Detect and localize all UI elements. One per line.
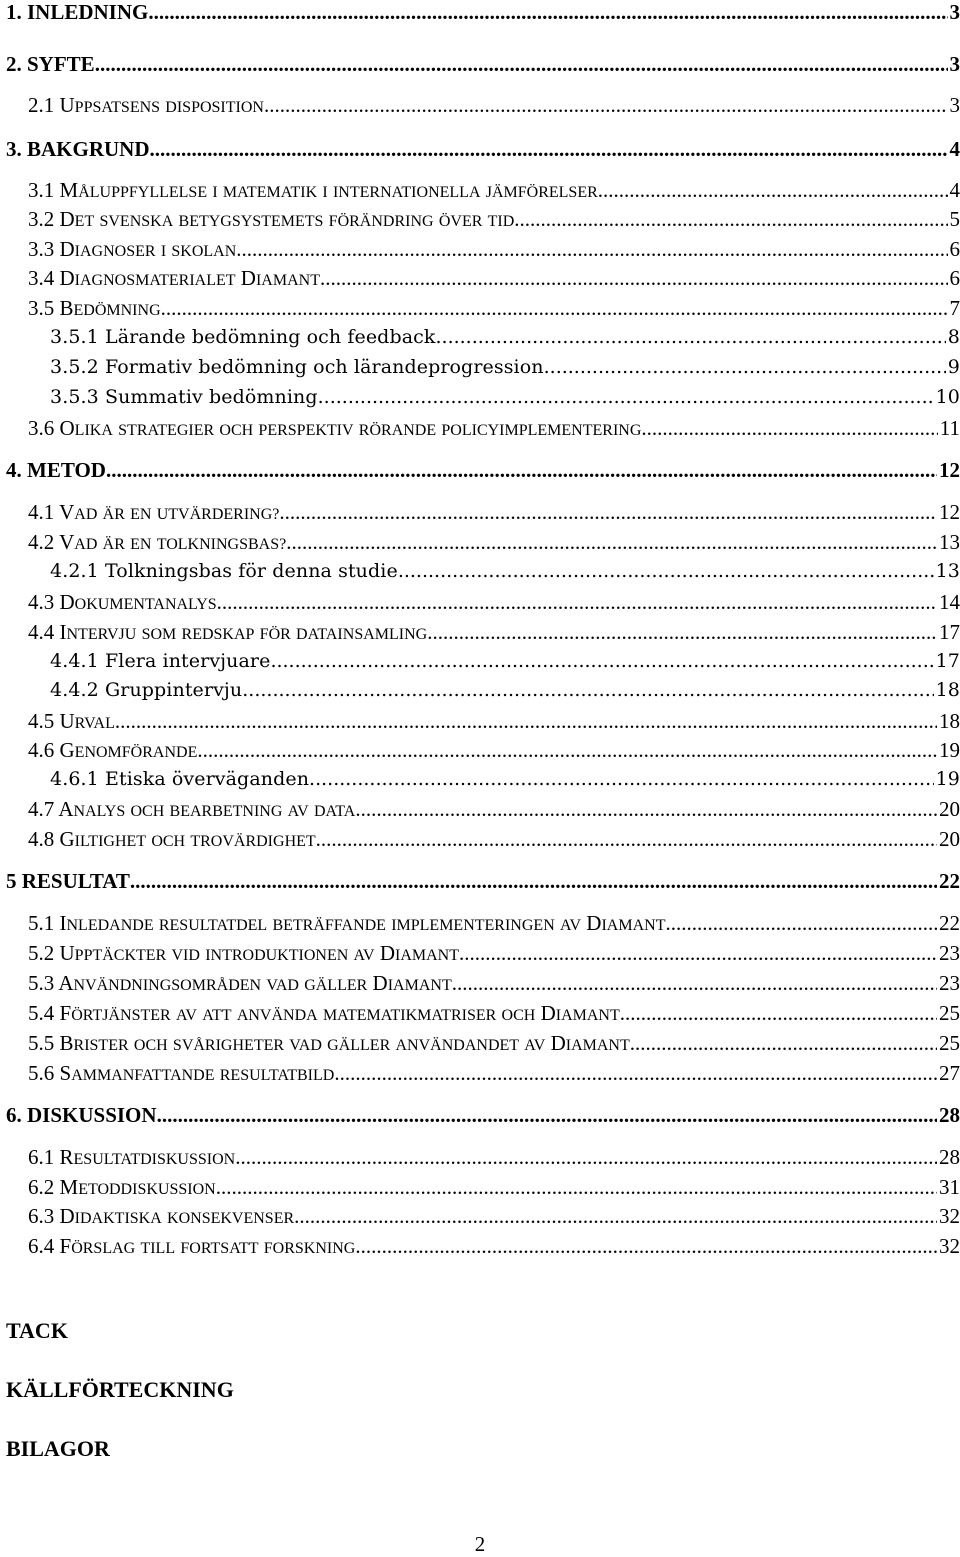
toc-entry-page: 5 (949, 207, 960, 231)
toc-entry[interactable] (6, 0, 960, 30)
toc-leader-dots (236, 237, 947, 262)
toc-entry-text: Formativ bedömning och lärandeprogression (104, 356, 544, 378)
toc-leader-dots (620, 1001, 937, 1026)
toc-entry-text: METOD (27, 458, 106, 482)
toc-entry-title (28, 590, 217, 615)
toc-entry-number: 5.6 (28, 1061, 60, 1085)
toc-entry-title (28, 178, 598, 203)
toc-entry[interactable] (28, 827, 960, 857)
toc-entry-title (28, 1234, 355, 1259)
toc-entry-number: 5.5 (28, 1031, 60, 1055)
toc-leader-dots (398, 560, 934, 582)
toc-leader-dots (318, 386, 934, 408)
toc-entry-text: BEDÖMNING (59, 296, 161, 320)
toc-entry-title (50, 679, 242, 701)
toc-entry-number: 3.5 (28, 296, 60, 320)
toc-entry-number: 6.4 (28, 1234, 60, 1258)
toc-entry-page: 12 (939, 458, 960, 482)
toc-entry-page: 19 (939, 738, 960, 762)
toc-entry[interactable] (28, 416, 960, 446)
toc-entry-page: 4 (949, 137, 960, 161)
heading-kallforteckning: KÄLLFÖRTECKNING (6, 1377, 234, 1402)
toc-entry-text: INLEDANDE RESULTATDEL BETRÄFFANDE IMPLEMENTERINGEN AV DIAMANT (59, 911, 666, 935)
toc-entry[interactable] (28, 941, 960, 971)
toc-leader-dots (161, 296, 948, 321)
toc-entry-text: VAD ÄR EN TOLKNINGSBAS? (59, 530, 287, 554)
toc-leader-dots (197, 738, 937, 763)
toc-entry-text: UPPSATSENS DISPOSITION (59, 93, 264, 117)
toc-entry-text: Gruppintervju (104, 679, 243, 701)
toc-leader-dots (106, 458, 937, 483)
toc-leader-dots (309, 768, 934, 790)
toc-entry-page: 8 (947, 326, 960, 348)
toc-entry-text: RESULTATDISKUSSION (59, 1145, 236, 1169)
toc-entry-page: 6 (949, 266, 960, 290)
toc-entry[interactable] (28, 971, 960, 1001)
toc-leader-dots (294, 1204, 937, 1229)
toc-entry-title (28, 971, 452, 996)
toc-entry-text: SYFTE (27, 52, 95, 76)
toc-entry-text: Lärande bedömning och feedback (104, 326, 436, 348)
toc-entry-title (28, 797, 355, 822)
toc-entry[interactable] (28, 93, 960, 123)
toc-entry-page: 32 (939, 1204, 960, 1228)
toc-entry[interactable] (28, 207, 960, 237)
toc-entry[interactable] (50, 326, 960, 356)
toc-entry-number: 4.6.1 (50, 768, 105, 790)
toc-entry-page: 25 (939, 1001, 960, 1025)
toc-entry[interactable] (50, 386, 960, 416)
toc-entry-title (28, 207, 514, 232)
toc-entry[interactable] (28, 911, 960, 941)
toc-leader-dots (264, 93, 948, 118)
toc-leader-dots (320, 266, 948, 291)
toc-leader-dots (641, 416, 937, 441)
toc-entry-page: 3 (949, 0, 960, 24)
toc-entry-title (28, 709, 115, 734)
toc-leader-dots (334, 1061, 937, 1086)
toc-entry-text: URVAL (59, 709, 115, 733)
toc-entry[interactable] (28, 1234, 960, 1264)
toc-entry-title (28, 1061, 334, 1086)
toc-leader-dots (279, 500, 937, 525)
toc-entry-page: 3 (949, 52, 960, 76)
toc-entry-number: 5.2 (28, 941, 60, 965)
toc-entry[interactable] (28, 620, 960, 650)
toc-entry-title (28, 500, 279, 525)
toc-entry-page: 7 (949, 296, 960, 320)
toc-entry-number: 3.1 (28, 178, 60, 202)
toc-entry-text: Summativ bedömning (104, 386, 318, 408)
toc-entry-title (50, 560, 398, 582)
toc-entry-number: 4.2 (28, 530, 60, 554)
toc-entry-number: 6.3 (28, 1204, 60, 1228)
toc-entry-title (50, 650, 270, 672)
toc-entry-title (28, 941, 459, 966)
toc-leader-dots (235, 1145, 937, 1170)
toc-entry[interactable] (28, 709, 960, 739)
toc-leader-dots (270, 650, 933, 672)
toc-entry-number: 5.4 (28, 1001, 60, 1025)
toc-entry-number: 4.4 (28, 620, 60, 644)
toc-entry-page: 20 (939, 827, 960, 851)
toc-entry[interactable] (28, 266, 960, 296)
toc-entry-number: 3. (6, 137, 27, 161)
toc-entry-number: 3.6 (28, 416, 60, 440)
toc-entry-text: INLEDNING (27, 0, 149, 24)
toc-entry-title (28, 1145, 235, 1170)
toc-leader-dots (630, 1031, 937, 1056)
toc-entry-number: 4.4.2 (50, 679, 105, 701)
toc-entry-number: 4.8 (28, 827, 60, 851)
toc-leader-dots (286, 530, 937, 555)
toc-entry[interactable] (28, 797, 960, 827)
toc-leader-dots (355, 797, 937, 822)
toc-entry-number: 3.5.2 (50, 356, 105, 378)
toc-entry-number: 2.1 (28, 93, 60, 117)
toc-entry-text: FÖRTJÄNSTER AV ATT ANVÄNDA MATEMATIKMATRISER OCH DIAMANT (59, 1001, 620, 1025)
toc-entry-number: 4.7 (28, 797, 59, 821)
toc-entry-text: Flera intervjuare (104, 650, 271, 672)
toc-entry[interactable] (28, 1001, 960, 1031)
toc-entry-number: 4.6 (28, 738, 60, 762)
toc-entry-text: SAMMANFATTANDE RESULTATBILD (59, 1061, 335, 1085)
toc-entry-page: 17 (935, 650, 960, 672)
toc-entry-number: 5 (6, 869, 22, 893)
toc-entry[interactable] (28, 1145, 960, 1175)
toc-entry-text: FÖRSLAG TILL FORTSATT FORSKNING (59, 1234, 356, 1258)
toc-entry-page: 13 (935, 560, 960, 582)
toc-entry[interactable] (28, 1031, 960, 1061)
toc-entry-number: 2. (6, 52, 27, 76)
toc-entry-page: 18 (935, 679, 960, 701)
toc-entry-number: 1. (6, 0, 27, 24)
heading-bilagor: BILAGOR (6, 1436, 110, 1461)
toc-entry-title (50, 356, 544, 378)
toc-entry-text: DIAGNOSMATERIALET DIAMANT (59, 266, 320, 290)
toc-entry-title (50, 386, 318, 408)
toc-entry[interactable] (50, 679, 960, 709)
toc-entry[interactable] (50, 560, 960, 590)
toc-entry-text: ANALYS OCH BEARBETNING AV DATA (58, 797, 356, 821)
toc-leader-dots (242, 679, 933, 701)
toc-leader-dots (95, 52, 948, 77)
toc-entry-title (6, 137, 150, 162)
toc-leader-dots (150, 137, 948, 162)
toc-leader-dots (130, 869, 937, 894)
toc-entry-number: 4.1 (28, 500, 60, 524)
toc-leader-dots (316, 827, 937, 852)
toc-entry[interactable] (28, 1175, 960, 1205)
toc-entry-title (28, 530, 286, 555)
toc-entry[interactable] (28, 530, 960, 560)
toc-entry-page: 4 (949, 178, 960, 202)
toc-entry[interactable] (28, 296, 960, 326)
toc-entry-number: 4. (6, 458, 27, 482)
toc-entry-title (6, 0, 148, 25)
toc-entry-title (6, 1103, 157, 1128)
toc-entry[interactable] (50, 650, 960, 680)
toc-entry-title (28, 1031, 630, 1056)
toc-entry-number: 3.2 (28, 207, 60, 231)
toc-entry-page: 31 (939, 1175, 960, 1199)
toc-leader-dots (598, 178, 948, 203)
toc-entry-page: 32 (939, 1234, 960, 1258)
toc-entry-title (28, 266, 320, 291)
toc-entry-page: 23 (939, 971, 960, 995)
toc-entry-number: 3.5.3 (50, 386, 105, 408)
toc-entry-number: 4.3 (28, 590, 60, 614)
toc-entry-text: Tolkningsbas för denna studie (104, 560, 398, 582)
toc-entry-text: RESULTAT (21, 869, 130, 893)
toc-entry-page: 23 (939, 941, 960, 965)
toc-entry-title (28, 738, 197, 763)
toc-entry-text: DIDAKTISKA KONSEKVENSER (59, 1204, 295, 1228)
toc-entry-page: 9 (947, 356, 960, 378)
toc-entry-number: 3.4 (28, 266, 60, 290)
toc-entry-number: 5.1 (28, 911, 60, 935)
toc-entry-text: ANVÄNDNINGSOMRÅDEN VAD GÄLLER DIAMANT (58, 971, 452, 995)
toc-entry[interactable] (28, 590, 960, 620)
toc-entry-title (6, 52, 95, 77)
toc-entry-number: 3.3 (28, 237, 60, 261)
toc-entry-text: Etiska överväganden (104, 768, 310, 790)
toc-leader-dots (355, 1234, 937, 1259)
toc-leader-dots (427, 620, 937, 645)
toc-entry-title (50, 326, 435, 348)
toc-leader-dots (435, 326, 945, 348)
toc-entry-title (28, 93, 264, 118)
heading-tack: TACK (6, 1318, 68, 1343)
toc-leader-dots (216, 1175, 937, 1200)
toc-entry-title (28, 620, 427, 645)
page-number: 2 (474, 1532, 486, 1556)
toc-leader-dots (115, 709, 937, 734)
toc-entry-text: GILTIGHET OCH TROVÄRDIGHET (59, 827, 316, 851)
toc-entry-text: DOKUMENTANALYS (59, 590, 217, 614)
toc-entry-title (6, 458, 106, 483)
toc-entry-title (28, 416, 641, 441)
toc-entry-title (6, 869, 130, 894)
toc-entry[interactable] (6, 1103, 960, 1133)
toc-entry-number: 4.5 (28, 709, 60, 733)
toc-entry-page: 25 (939, 1031, 960, 1055)
toc-entry-page: 17 (939, 620, 960, 644)
toc-entry-text: VAD ÄR EN UTVÄRDERING? (59, 500, 280, 524)
toc-entry-number: 3.5.1 (50, 326, 105, 348)
toc-entry[interactable] (28, 738, 960, 768)
toc-entry-title (28, 1001, 620, 1026)
toc-entry-number: 4.2.1 (50, 560, 105, 582)
toc-entry-text: DISKUSSION (27, 1103, 157, 1127)
toc-entry-page: 11 (939, 416, 960, 440)
toc-entry-page: 28 (939, 1145, 960, 1169)
toc-entry-text: OLIKA STRATEGIER OCH PERSPEKTIV RÖRANDE POLICYIMPLEMENTERING (59, 416, 642, 440)
toc-entry-number: 6.2 (28, 1175, 60, 1199)
toc-entry-text: BAKGRUND (27, 137, 150, 161)
toc-entry-page: 28 (939, 1103, 960, 1127)
toc-entry-number: 4.4.1 (50, 650, 105, 672)
toc-entry[interactable] (6, 137, 960, 167)
toc-entry-title (50, 768, 309, 790)
toc-leader-dots (148, 0, 947, 25)
toc-leader-dots (665, 911, 937, 936)
toc-entry-page: 6 (949, 237, 960, 261)
toc-entry-text: GENOMFÖRANDE (59, 738, 198, 762)
toc-entry-page: 12 (939, 500, 960, 524)
toc-entry-title (28, 296, 161, 321)
toc-entry[interactable] (50, 768, 960, 798)
toc-leader-dots (452, 971, 937, 996)
toc-entry-page: 19 (935, 768, 960, 790)
toc-entry-page: 10 (935, 386, 960, 408)
toc-entry-text: UPPTÄCKTER VID INTRODUKTIONEN AV DIAMANT (59, 941, 459, 965)
toc-entry-text: MÅLUPPFYLLELSE I MATEMATIK I INTERNATIONELLA JÄMFÖRELSER (59, 178, 598, 202)
toc-entry-page: 18 (939, 709, 960, 733)
toc-entry-page: 13 (939, 530, 960, 554)
toc-leader-dots (544, 356, 946, 378)
toc-entry-title (28, 1175, 216, 1200)
toc-leader-dots (217, 590, 937, 615)
toc-entry-page: 20 (939, 797, 960, 821)
toc-entry-page: 3 (949, 93, 960, 117)
toc-entry-title (28, 1204, 294, 1229)
toc-entry[interactable] (6, 458, 960, 488)
toc-entry[interactable] (28, 1204, 960, 1234)
toc-entry-text: BRISTER OCH SVÅRIGHETER VAD GÄLLER ANVÄNDANDET AV DIAMANT (59, 1031, 630, 1055)
toc-leader-dots (157, 1103, 937, 1128)
toc-entry-title (28, 911, 665, 936)
toc-entry-text: METODDISKUSSION (59, 1175, 216, 1199)
toc-entry-text: INTERVJU SOM REDSKAP FÖR DATAINSAMLING (59, 620, 428, 644)
toc-entry-page: 14 (939, 590, 960, 614)
toc-entry-title (28, 237, 236, 262)
toc-entry[interactable] (28, 237, 960, 267)
toc-entry[interactable] (50, 356, 960, 386)
toc-entry[interactable] (28, 178, 960, 208)
toc-entry-text: DET SVENSKA BETYGSYSTEMETS FÖRÄNDRING ÖVER TID (59, 207, 515, 231)
toc-entry[interactable] (28, 1061, 960, 1091)
toc-entry[interactable] (6, 52, 960, 82)
toc-entry-number: 5.3 (28, 971, 59, 995)
toc-entry-number: 6. (6, 1103, 27, 1127)
toc-entry-title (28, 827, 316, 852)
toc-entry-number: 6.1 (28, 1145, 60, 1169)
toc-entry[interactable] (28, 500, 960, 530)
toc-leader-dots (514, 207, 947, 232)
toc-entry-page: 22 (939, 911, 960, 935)
toc-entry-page: 27 (939, 1061, 960, 1085)
toc-entry[interactable] (6, 869, 960, 899)
toc-entry-text: DIAGNOSER I SKOLAN (59, 237, 237, 261)
toc-leader-dots (459, 941, 937, 966)
toc-entry-page: 22 (939, 869, 960, 893)
